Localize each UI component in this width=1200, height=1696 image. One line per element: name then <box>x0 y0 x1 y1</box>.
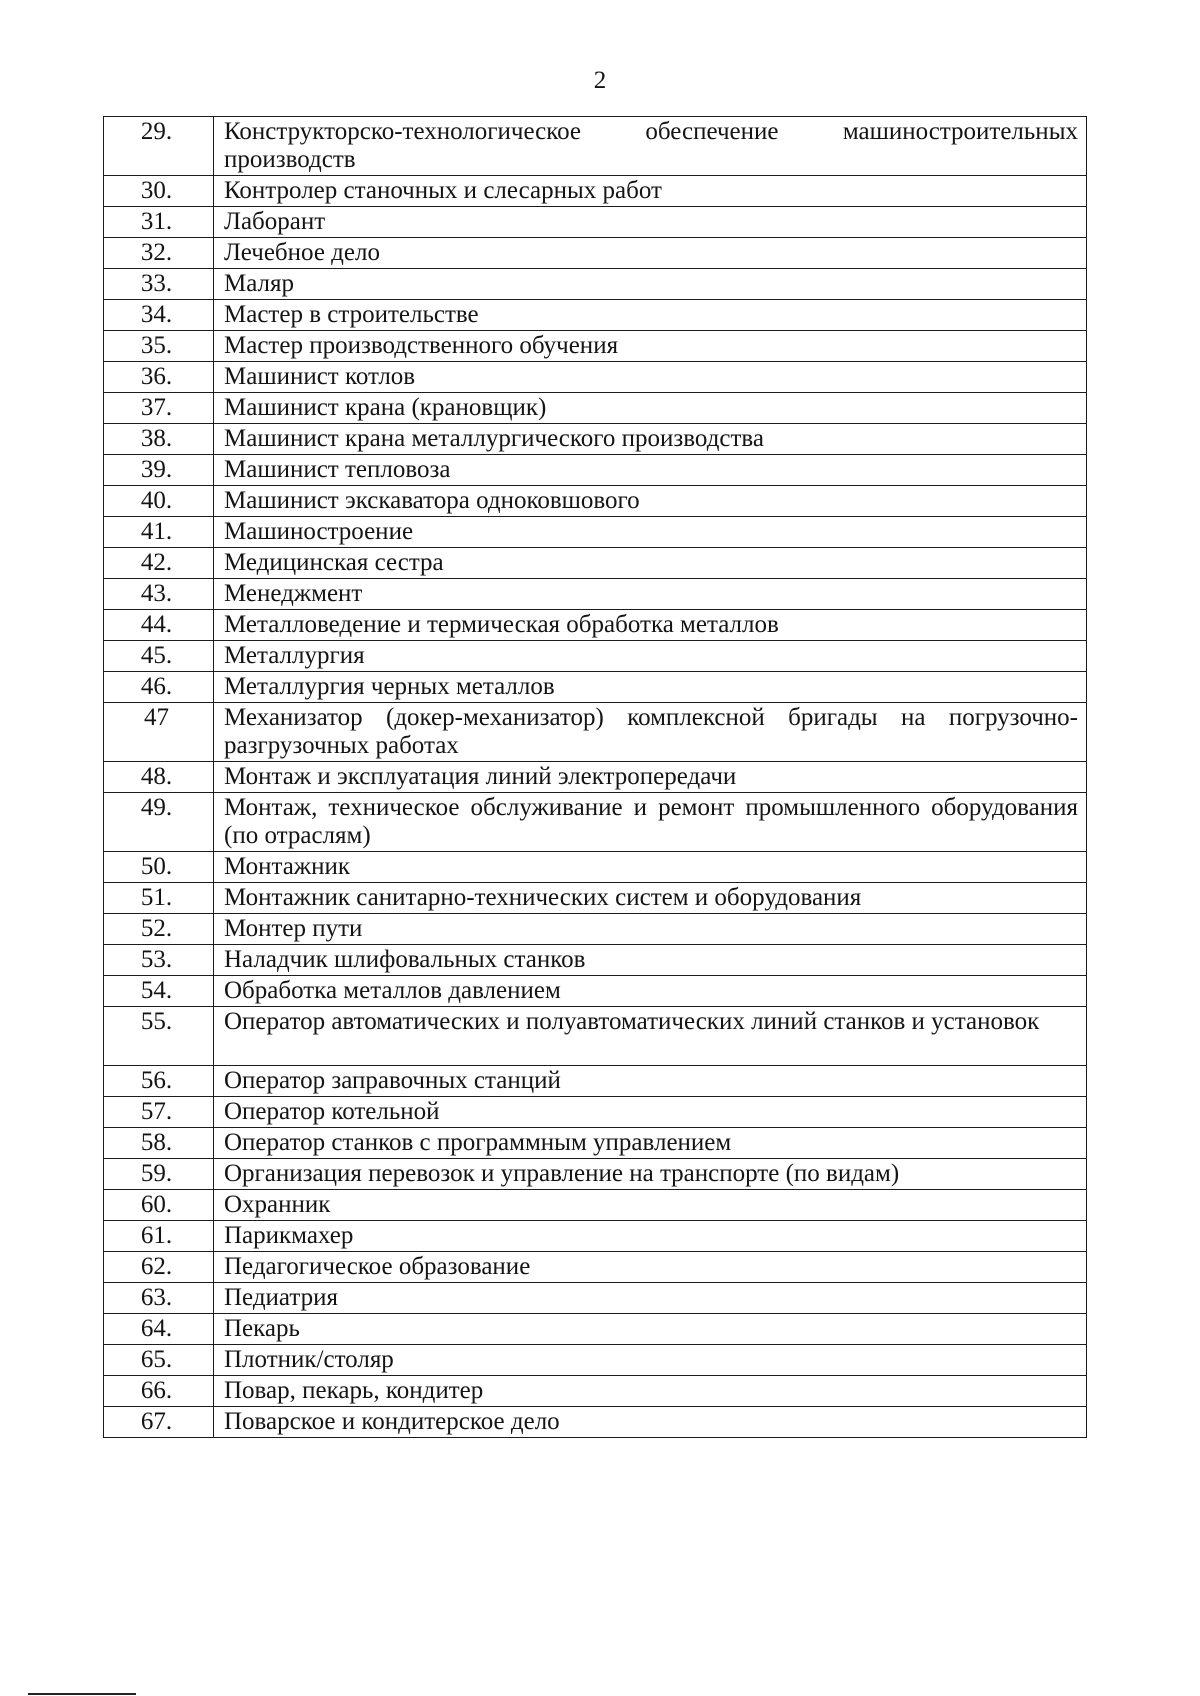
footer-rule <box>28 1693 136 1695</box>
table-row <box>104 362 1087 393</box>
profession-name: Машинист тепловоза <box>214 455 1087 486</box>
table-row <box>104 486 1087 517</box>
row-number: 62. <box>104 1252 214 1283</box>
professions-table-body <box>104 117 1087 1438</box>
row-number: 31. <box>104 207 214 238</box>
row-number: 54. <box>104 976 214 1007</box>
table-row <box>104 1252 1087 1283</box>
row-number: 38. <box>104 424 214 455</box>
row-number: 32. <box>104 238 214 269</box>
row-number: 39. <box>104 455 214 486</box>
table-row <box>104 672 1087 703</box>
profession-name: Механизатор (докер-механизатор) комплексной бригады на погрузочно-разгрузочных работах <box>214 703 1087 762</box>
table-row <box>104 517 1087 548</box>
table-row <box>104 269 1087 300</box>
profession-name: Металловедение и термическая обработка металлов <box>214 610 1087 641</box>
profession-name: Пекарь <box>214 1314 1087 1345</box>
profession-name: Маляр <box>214 269 1087 300</box>
row-number: 47 <box>104 703 214 762</box>
table-row <box>104 1376 1087 1407</box>
row-number: 51. <box>104 883 214 914</box>
profession-name: Педиатрия <box>214 1283 1087 1314</box>
profession-name: Монтаж и эксплуатация линий электропередачи <box>214 762 1087 793</box>
table-row <box>104 455 1087 486</box>
profession-name: Менеджмент <box>214 579 1087 610</box>
profession-name: Машинист котлов <box>214 362 1087 393</box>
profession-name: Машинист крана (крановщик) <box>214 393 1087 424</box>
table-row <box>104 1128 1087 1159</box>
row-number: 37. <box>104 393 214 424</box>
profession-name: Монтаж, техническое обслуживание и ремонт промышленного оборудования (по отраслям) <box>214 793 1087 852</box>
profession-name: Оператор автоматических и полуавтоматических линий станков и установок <box>214 1007 1087 1066</box>
row-number: 53. <box>104 945 214 976</box>
table-row <box>104 176 1087 207</box>
profession-name: Медицинская сестра <box>214 548 1087 579</box>
professions-table <box>103 116 1087 1438</box>
row-number: 36. <box>104 362 214 393</box>
table-row <box>104 300 1087 331</box>
table-row <box>104 762 1087 793</box>
table-row <box>104 883 1087 914</box>
profession-name: Охранник <box>214 1190 1087 1221</box>
profession-name: Оператор котельной <box>214 1097 1087 1128</box>
profession-name: Металлургия черных металлов <box>214 672 1087 703</box>
profession-name: Монтер пути <box>214 914 1087 945</box>
table-row <box>104 548 1087 579</box>
profession-name: Педагогическое образование <box>214 1252 1087 1283</box>
row-number: 58. <box>104 1128 214 1159</box>
row-number: 60. <box>104 1190 214 1221</box>
row-number: 64. <box>104 1314 214 1345</box>
row-number: 30. <box>104 176 214 207</box>
profession-name: Мастер в строительстве <box>214 300 1087 331</box>
row-number: 44. <box>104 610 214 641</box>
row-number: 48. <box>104 762 214 793</box>
row-number: 34. <box>104 300 214 331</box>
profession-name: Машинист крана металлургического производства <box>214 424 1087 455</box>
table-row <box>104 207 1087 238</box>
row-number: 67. <box>104 1407 214 1438</box>
table-row <box>104 641 1087 672</box>
profession-name: Машинист экскаватора одноковшового <box>214 486 1087 517</box>
profession-name: Поварское и кондитерское дело <box>214 1407 1087 1438</box>
table-row <box>104 793 1087 852</box>
profession-name: Наладчик шлифовальных станков <box>214 945 1087 976</box>
row-number: 55. <box>104 1007 214 1066</box>
table-row <box>104 1007 1087 1066</box>
profession-name: Контролер станочных и слесарных работ <box>214 176 1087 207</box>
row-number: 29. <box>104 117 214 176</box>
profession-name: Организация перевозок и управление на транспорте (по видам) <box>214 1159 1087 1190</box>
row-number: 43. <box>104 579 214 610</box>
profession-name: Конструкторско-технологическое обеспечение машиностроительных производств <box>214 117 1087 176</box>
table-row <box>104 1283 1087 1314</box>
table-row <box>104 1097 1087 1128</box>
row-number: 56. <box>104 1066 214 1097</box>
row-number: 66. <box>104 1376 214 1407</box>
row-number: 50. <box>104 852 214 883</box>
table-row <box>104 1190 1087 1221</box>
table-row <box>104 331 1087 362</box>
table-row <box>104 1221 1087 1252</box>
table-row <box>104 117 1087 176</box>
row-number: 63. <box>104 1283 214 1314</box>
table-row <box>104 1407 1087 1438</box>
row-number: 40. <box>104 486 214 517</box>
table-row <box>104 610 1087 641</box>
row-number: 49. <box>104 793 214 852</box>
profession-name: Металлургия <box>214 641 1087 672</box>
row-number: 59. <box>104 1159 214 1190</box>
table-row <box>104 1066 1087 1097</box>
row-number: 46. <box>104 672 214 703</box>
row-number: 33. <box>104 269 214 300</box>
profession-name: Повар, пекарь, кондитер <box>214 1376 1087 1407</box>
row-number: 45. <box>104 641 214 672</box>
table-row <box>104 703 1087 762</box>
row-number: 41. <box>104 517 214 548</box>
table-row <box>104 238 1087 269</box>
table-row <box>104 852 1087 883</box>
profession-name: Плотник/столяр <box>214 1345 1087 1376</box>
profession-name: Машиностроение <box>214 517 1087 548</box>
profession-name: Лечебное дело <box>214 238 1087 269</box>
table-row <box>104 579 1087 610</box>
table-row <box>104 1345 1087 1376</box>
row-number: 42. <box>104 548 214 579</box>
profession-name: Лаборант <box>214 207 1087 238</box>
row-number: 52. <box>104 914 214 945</box>
table-row <box>104 1159 1087 1190</box>
table-row <box>104 1314 1087 1345</box>
profession-name: Обработка металлов давлением <box>214 976 1087 1007</box>
profession-name: Оператор заправочных станций <box>214 1066 1087 1097</box>
profession-name: Мастер производственного обучения <box>214 331 1087 362</box>
profession-name: Монтажник санитарно-технических систем и оборудования <box>214 883 1087 914</box>
table-row <box>104 914 1087 945</box>
profession-name: Монтажник <box>214 852 1087 883</box>
page-number: 2 <box>593 67 607 94</box>
row-number: 65. <box>104 1345 214 1376</box>
row-number: 57. <box>104 1097 214 1128</box>
profession-name: Оператор станков с программным управлением <box>214 1128 1087 1159</box>
row-number: 35. <box>104 331 214 362</box>
table-row <box>104 976 1087 1007</box>
profession-name: Парикмахер <box>214 1221 1087 1252</box>
table-row <box>104 945 1087 976</box>
table-row <box>104 424 1087 455</box>
table-row <box>104 393 1087 424</box>
row-number: 61. <box>104 1221 214 1252</box>
